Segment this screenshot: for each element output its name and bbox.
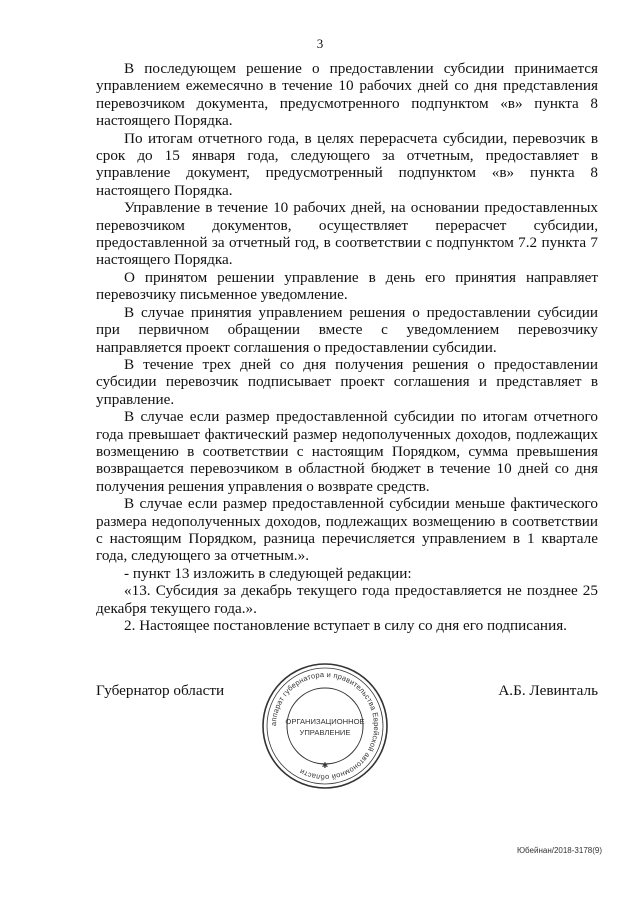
seal-star-icon: ✱ [321,761,329,770]
paragraph: - пункт 13 изложить в следующей редакции: [124,564,412,582]
document-body [96,60,598,634]
seal-center-line-1: ОРГАНИЗАЦИОННОЕ [285,717,365,726]
paragraph: По итогам отчетного года, в целях перерасчета субсидии, перевозчик в срок до 15 января года, следующего за отчетным, предоставляет в управление документ, предусмотренный подпунктом «в» пункта 8 настоящего Порядка. [96,129,598,199]
paragraph: 2. Настоящее постановление вступает в силу со дня его подписания. [124,617,567,634]
paragraph: В случае если размер предоставленной субсидии по итогам отчетного года превышает фактический размер недополученных доходов, подлежащих возмещению в соответствии с настоящим Порядком, сумма превышения возвращается перевозчиком в областной бюджет в течение 10 дней со дня получения решения управления о возврате средств. [96,408,598,495]
paragraph: В последующем решение о предоставлении субсидии принимается управлением ежемесячно в течение 10 рабочих дней со дня представления перевозчиком документа, предусмотренного подпунктом «в» пункта 8 настоящего Порядка. [96,60,598,130]
official-seal [259,660,391,792]
paragraph: Управление в течение 10 рабочих дней, на основании предоставленных перевозчиком документов, осуществляет перерасчет субсидии, предоставленной за отчетный год, в соответствии с подпунктом 7.2 пункта 7 настоящего Порядка. [96,199,598,269]
paragraph: В случае принятия управлением решения о предоставлении субсидии при первичном обращении вместе с уведомлением перевозчику направляется проект соглашения о предоставлении субсидии. [96,303,598,356]
document-code: Юбейнан/2018-3178(9) [516,846,602,855]
paragraph: «13. Субсидия за декабрь текущего года предоставляется не позднее 25 декабря текущего года.». [96,582,598,617]
paragraph: О принятом решении управление в день его принятия направляет перевозчику письменное уведомление. [96,268,598,304]
seal-ring-text: аппарат губернатора и правительства Еврейской автономной области [268,669,382,783]
page-number: 3 [316,36,324,51]
paragraph: В случае если размер предоставленной субсидии меньше фактического размера недополученных доходов, подлежащих возмещению в соответствии с настоящим Порядком, разница перечисляется управлением в 1 квартале года, следующего за отчетным.». [96,495,598,565]
signature-block [96,660,598,790]
signatory-title: Губернатор области [96,682,225,699]
paragraph: В течение трех дней со дня получения решения о предоставлении субсидии перевозчик подписывает проект соглашения и представляет в управление. [96,355,598,408]
seal-center-line-2: УПРАВЛЕНИЕ [299,728,351,737]
signatory-name: А.Б. Левинталь [498,682,598,699]
